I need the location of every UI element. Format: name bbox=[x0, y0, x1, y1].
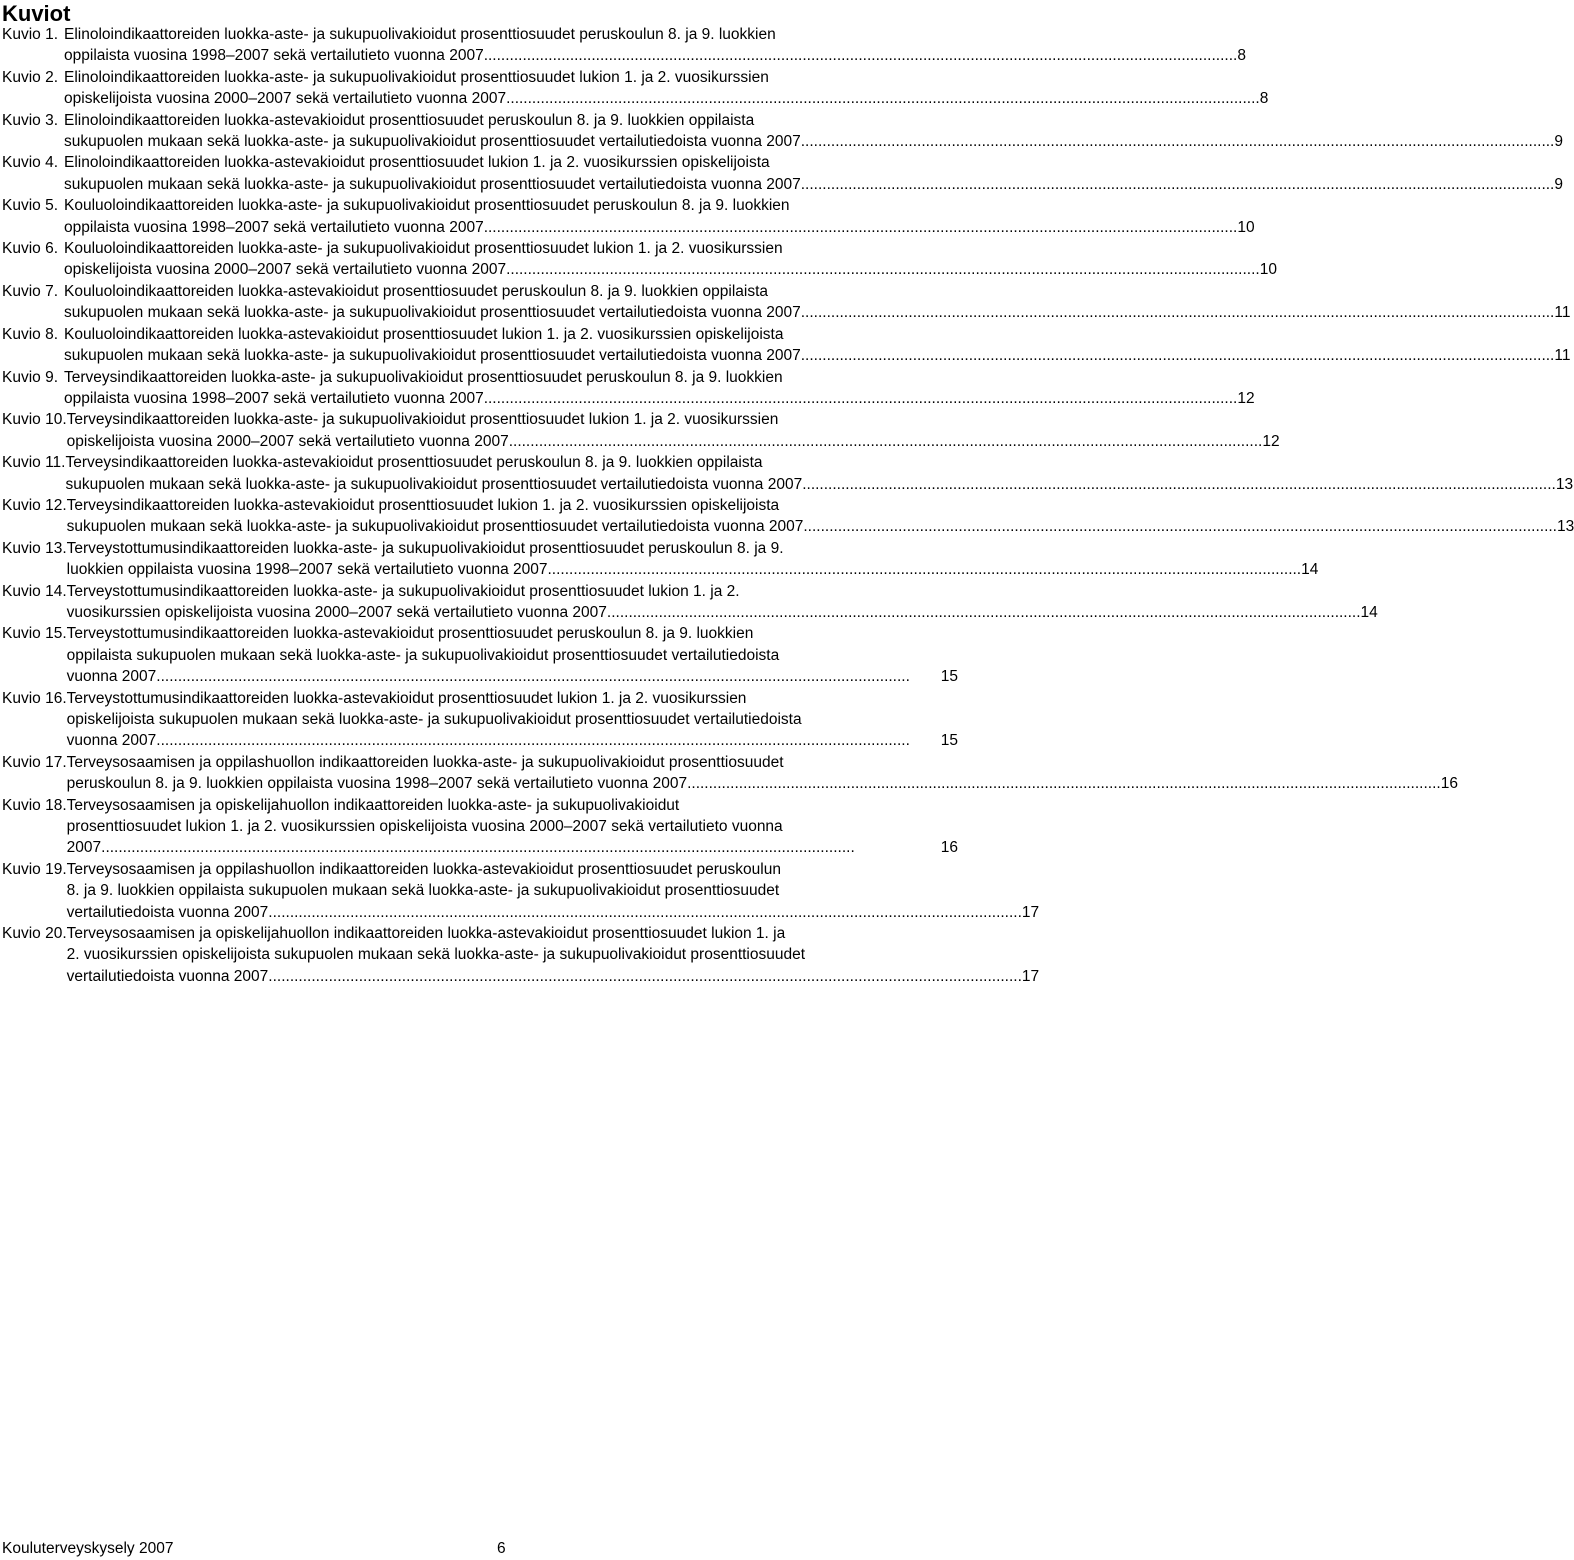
dot-leader bbox=[161, 730, 941, 751]
page-number[interactable]: 9 bbox=[1554, 175, 1563, 193]
figure-caption bbox=[67, 581, 1378, 624]
caption-end: luokkien oppilaista vuosina 1998–2007 sekä vertailutieto vuonna 2007. bbox=[66, 561, 552, 579]
caption-end: sukupuolen mukaan sekä luokka-aste- ja sukupuolivakioidut prosenttiosuudet vertailutiedoista vuonna 2007. bbox=[64, 175, 806, 193]
dot-leader bbox=[805, 131, 1554, 152]
figure-caption bbox=[58, 238, 1277, 281]
caption-end: opiskelijoista vuosina 2000–2007 sekä vertailutieto vuonna 2007. bbox=[64, 261, 511, 279]
figure-entry[interactable] bbox=[2, 452, 1574, 495]
caption-end: vertailutiedoista vuonna 2007. bbox=[66, 903, 273, 921]
caption-end: vuonna 2007. bbox=[66, 668, 161, 686]
caption-line: Terveysosaamisen ja opiskelijahuollon indikaattoreiden luokka-aste- ja sukupuolivakioidut bbox=[66, 796, 680, 814]
caption-end: opiskelijoista vuosina 2000–2007 sekä vertailutieto vuonna 2007. bbox=[66, 432, 514, 450]
figure-entry[interactable] bbox=[2, 752, 1458, 795]
caption-end: vuosikurssien opiskelijoista vuosina 2000–2007 sekä vertailutieto vuonna 2007. bbox=[66, 603, 612, 621]
caption-last-line bbox=[67, 602, 1378, 623]
figure-label: Kuvio 10. bbox=[2, 411, 67, 429]
caption-end: vertailutiedoista vuonna 2007. bbox=[66, 967, 273, 985]
figure-label: Kuvio 18. bbox=[2, 796, 67, 814]
caption-end: oppilaista vuosina 1998–2007 sekä vertailutieto vuonna 2007. bbox=[64, 389, 488, 407]
figure-entry[interactable] bbox=[2, 324, 1571, 367]
figure-entry[interactable] bbox=[2, 152, 1563, 195]
caption-end: oppilaista vuosina 1998–2007 sekä vertailutieto vuonna 2007. bbox=[64, 218, 488, 236]
caption-last-line bbox=[64, 388, 1255, 409]
figure-label: Kuvio 9. bbox=[2, 368, 59, 386]
page-number[interactable]: 10 bbox=[1259, 261, 1277, 279]
dot-leader bbox=[805, 174, 1554, 195]
caption-last-line bbox=[64, 45, 1246, 66]
caption-line: Terveysosaamisen ja oppilashuollon indikaattoreiden luokka-aste- ja sukupuolivakioidut prosenttiosuudet bbox=[66, 753, 784, 771]
figure-entry[interactable] bbox=[2, 923, 1040, 987]
footer-publication: Kouluterveyskysely 2007 bbox=[2, 1540, 174, 1557]
dot-leader bbox=[510, 259, 1259, 280]
dot-leader bbox=[105, 837, 940, 858]
figure-list bbox=[2, 24, 1574, 987]
dot-leader bbox=[273, 966, 1022, 987]
caption-last-line bbox=[64, 259, 1277, 280]
caption-line: 2. vuosikurssien opiskelijoista sukupuolen mukaan sekä luokka-aste- ja sukupuolivakioidut prosenttiosuudet bbox=[66, 946, 806, 964]
page-number[interactable]: 13 bbox=[1557, 518, 1574, 536]
figure-entry[interactable] bbox=[2, 238, 1277, 281]
figure-label: Kuvio 12. bbox=[2, 496, 67, 514]
figure-caption bbox=[58, 152, 1563, 195]
page-number[interactable]: 16 bbox=[940, 839, 958, 857]
figure-caption bbox=[58, 24, 1246, 67]
caption-last-line bbox=[67, 902, 1040, 923]
page-number[interactable]: 13 bbox=[1555, 475, 1574, 493]
figure-caption bbox=[58, 67, 1268, 110]
caption-end: peruskoulun 8. ja 9. luokkien oppilaista vuosina 1998–2007 sekä vertailutieto vuonna 2007. bbox=[66, 775, 692, 793]
figure-caption bbox=[67, 923, 1040, 987]
figure-label: Kuvio 14. bbox=[2, 582, 67, 600]
dot-leader bbox=[552, 559, 1301, 580]
figure-label: Kuvio 3. bbox=[2, 111, 59, 129]
figure-label: Kuvio 17. bbox=[2, 753, 67, 771]
figure-entry[interactable] bbox=[2, 110, 1563, 153]
page-number[interactable]: 8 bbox=[1259, 90, 1269, 108]
figure-entry[interactable] bbox=[2, 538, 1319, 581]
figure-entry[interactable] bbox=[2, 281, 1571, 324]
caption-last-line bbox=[67, 966, 1040, 987]
figure-entry[interactable] bbox=[2, 195, 1255, 238]
figure-label: Kuvio 8. bbox=[2, 325, 59, 343]
page-number[interactable]: 9 bbox=[1554, 133, 1563, 151]
page-number[interactable]: 15 bbox=[940, 668, 958, 686]
caption-last-line bbox=[67, 516, 1574, 537]
page-number[interactable]: 16 bbox=[1440, 775, 1458, 793]
dot-leader bbox=[805, 302, 1554, 323]
page-title: Kuviot bbox=[2, 1, 71, 26]
caption-line: Terveysindikaattoreiden luokka-aste- ja sukupuolivakioidut prosenttiosuudet peruskoulun 8. ja 9. luokkien bbox=[64, 368, 783, 386]
caption-end: sukupuolen mukaan sekä luokka-aste- ja sukupuolivakioidut prosenttiosuudet vertailutiedoista vuonna 2007. bbox=[64, 304, 806, 322]
caption-last-line bbox=[64, 302, 1570, 323]
figure-label: Kuvio 6. bbox=[2, 240, 59, 258]
figure-label: Kuvio 11. bbox=[2, 454, 66, 472]
figure-label: Kuvio 7. bbox=[2, 282, 59, 300]
caption-last-line bbox=[67, 666, 958, 687]
figure-label: Kuvio 1. bbox=[2, 26, 59, 43]
figure-entry[interactable] bbox=[2, 495, 1574, 538]
dot-leader bbox=[488, 388, 1237, 409]
caption-end: sukupuolen mukaan sekä luokka-aste- ja sukupuolivakioidut prosenttiosuudet vertailutiedoista vuonna 2007. bbox=[64, 133, 806, 151]
dot-leader bbox=[161, 666, 941, 687]
caption-line: Kouluoloindikaattoreiden luokka-astevakioidut prosenttiosuudet lukion 1. ja 2. vuosikurssien opiskelijoista bbox=[64, 325, 784, 343]
caption-line: Elinoloindikaattoreiden luokka-aste- ja sukupuolivakioidut prosenttiosuudet lukion 1. ja 2. vuosikurssien bbox=[64, 68, 769, 86]
page-number[interactable]: 17 bbox=[1021, 967, 1040, 985]
figure-caption bbox=[58, 281, 1570, 324]
dot-leader bbox=[513, 431, 1262, 452]
caption-last-line bbox=[67, 559, 1319, 580]
caption-line: opiskelijoista sukupuolen mukaan sekä luokka-aste- ja sukupuolivakioidut prosenttiosuudet vertailutiedoista bbox=[66, 711, 802, 728]
figure-entry[interactable] bbox=[2, 409, 1280, 452]
caption-end: 2007. bbox=[66, 839, 106, 857]
figure-caption bbox=[67, 795, 958, 859]
caption-line: Elinoloindikaattoreiden luokka-astevakioidut prosenttiosuudet lukion 1. ja 2. vuosikurssien opiskelijoista bbox=[64, 154, 770, 172]
caption-line: Terveysosaamisen ja opiskelijahuollon indikaattoreiden luokka-astevakioidut prosenttiosuudet lukion 1. ja bbox=[66, 925, 786, 943]
figure-label: Kuvio 15. bbox=[2, 625, 67, 643]
page-number[interactable]: 11 bbox=[1554, 347, 1571, 365]
figure-label: Kuvio 20. bbox=[2, 925, 67, 943]
figure-entry[interactable] bbox=[2, 795, 958, 859]
figure-caption bbox=[67, 688, 958, 752]
caption-last-line bbox=[64, 131, 1563, 152]
caption-line: prosenttiosuudet lukion 1. ja 2. vuosikurssien opiskelijoista vuosina 2000–2007 sekä vertailutieto vuonna bbox=[66, 818, 783, 836]
dot-leader bbox=[510, 88, 1259, 109]
figure-caption bbox=[67, 495, 1574, 538]
page-number[interactable]: 8 bbox=[1237, 47, 1246, 65]
caption-line: Terveysindikaattoreiden luokka-astevakioidut prosenttiosuudet lukion 1. ja 2. vuosikurssien opiskelijoista bbox=[66, 496, 780, 514]
figure-caption bbox=[58, 367, 1255, 410]
figure-label: Kuvio 2. bbox=[2, 68, 59, 86]
figure-entry[interactable] bbox=[2, 623, 958, 687]
caption-line: Terveystottumusindikaattoreiden luokka-astevakioidut prosenttiosuudet lukion 1. ja 2. vuosikurssien bbox=[66, 689, 747, 707]
caption-line: Kouluoloindikaattoreiden luokka-aste- ja sukupuolivakioidut prosenttiosuudet peruskoulun 8. ja 9. luokkien bbox=[64, 197, 790, 215]
dot-leader bbox=[691, 773, 1440, 794]
page-number[interactable]: 12 bbox=[1237, 389, 1255, 407]
page-number[interactable]: 14 bbox=[1301, 561, 1319, 579]
caption-line: Terveystottumusindikaattoreiden luokka-astevakioidut prosenttiosuudet peruskoulun 8. ja 9. luokkien bbox=[66, 625, 754, 643]
page-number[interactable]: 15 bbox=[940, 732, 958, 750]
caption-last-line bbox=[64, 217, 1255, 238]
page-number[interactable]: 14 bbox=[1360, 603, 1378, 621]
caption-last-line bbox=[67, 431, 1280, 452]
caption-line: oppilaista sukupuolen mukaan sekä luokka-aste- ja sukupuolivakioidut prosenttiosuudet vertailutiedoista bbox=[66, 646, 780, 664]
page-number[interactable]: 11 bbox=[1554, 304, 1571, 322]
figure-label: Kuvio 16. bbox=[2, 689, 67, 707]
caption-end: vuonna 2007. bbox=[66, 732, 161, 750]
caption-last-line bbox=[64, 345, 1570, 366]
figure-caption bbox=[58, 324, 1570, 367]
caption-line: Elinoloindikaattoreiden luokka-astevakioidut prosenttiosuudet peruskoulun 8. ja 9. luokkien oppilaista bbox=[64, 111, 755, 129]
caption-end: sukupuolen mukaan sekä luokka-aste- ja sukupuolivakioidut prosenttiosuudet vertailutiedoista vuonna 2007. bbox=[66, 518, 808, 536]
caption-line: Terveystottumusindikaattoreiden luokka-aste- ja sukupuolivakioidut prosenttiosuudet peruskoulun 8. ja 9. bbox=[66, 539, 784, 557]
caption-end: opiskelijoista vuosina 2000–2007 sekä vertailutieto vuonna 2007. bbox=[64, 90, 511, 108]
caption-line: Terveystottumusindikaattoreiden luokka-aste- ja sukupuolivakioidut prosenttiosuudet lukion 1. ja 2. bbox=[66, 582, 740, 600]
figure-caption bbox=[67, 409, 1280, 452]
caption-last-line bbox=[67, 773, 1458, 794]
figure-caption bbox=[65, 452, 1573, 495]
caption-last-line bbox=[64, 88, 1268, 109]
dot-leader bbox=[611, 602, 1360, 623]
figure-entry[interactable] bbox=[2, 581, 1378, 624]
figure-caption bbox=[67, 859, 1040, 923]
caption-last-line bbox=[67, 837, 958, 858]
figure-label: Kuvio 13. bbox=[2, 539, 67, 557]
page-number[interactable]: 17 bbox=[1021, 903, 1040, 921]
dot-leader bbox=[805, 345, 1554, 366]
caption-last-line bbox=[64, 174, 1563, 195]
caption-line: Terveysosaamisen ja oppilashuollon indikaattoreiden luokka-astevakioidut prosenttiosuudet peruskoulun bbox=[66, 860, 781, 878]
dot-leader bbox=[488, 217, 1237, 238]
figure-entry[interactable] bbox=[2, 367, 1255, 410]
caption-line: Elinoloindikaattoreiden luokka-aste- ja sukupuolivakioidut prosenttiosuudet peruskoulun 8. ja 9. luokkien bbox=[64, 26, 776, 43]
figure-caption bbox=[58, 110, 1563, 153]
figure-caption bbox=[67, 538, 1319, 581]
caption-last-line bbox=[67, 730, 958, 751]
dot-leader bbox=[488, 45, 1237, 66]
figure-caption bbox=[67, 623, 958, 687]
figure-entry[interactable] bbox=[2, 67, 1269, 110]
caption-end: sukupuolen mukaan sekä luokka-aste- ja sukupuolivakioidut prosenttiosuudet vertailutiedoista vuonna 2007. bbox=[64, 347, 806, 365]
dot-leader bbox=[808, 516, 1557, 537]
figure-caption bbox=[67, 752, 1458, 795]
figure-label: Kuvio 4. bbox=[2, 154, 59, 172]
dot-leader bbox=[273, 902, 1022, 923]
figure-entry[interactable] bbox=[2, 688, 958, 752]
figure-label: Kuvio 5. bbox=[2, 197, 59, 215]
caption-end: sukupuolen mukaan sekä luokka-aste- ja sukupuolivakioidut prosenttiosuudet vertailutiedoista vuonna 2007. bbox=[65, 475, 807, 493]
footer-page-number: 6 bbox=[497, 1540, 506, 1557]
page-number[interactable]: 10 bbox=[1237, 218, 1255, 236]
caption-line: Terveysindikaattoreiden luokka-astevakioidut prosenttiosuudet peruskoulun 8. ja 9. luokkien oppilaista bbox=[65, 454, 763, 472]
figure-entry[interactable] bbox=[2, 859, 1040, 923]
figure-entry[interactable] bbox=[2, 24, 1246, 67]
caption-line: 8. ja 9. luokkien oppilaista sukupuolen mukaan sekä luokka-aste- ja sukupuolivakioidut prosenttiosuudet bbox=[66, 882, 780, 900]
figure-label: Kuvio 19. bbox=[2, 860, 67, 878]
figure-caption bbox=[58, 195, 1255, 238]
page-number[interactable]: 12 bbox=[1262, 432, 1280, 450]
caption-line: Terveysindikaattoreiden luokka-aste- ja sukupuolivakioidut prosenttiosuudet lukion 1. ja 2. vuosikurssien bbox=[66, 411, 779, 429]
caption-line: Kouluoloindikaattoreiden luokka-astevakioidut prosenttiosuudet peruskoulun 8. ja 9. luokkien oppilaista bbox=[64, 282, 769, 300]
caption-last-line bbox=[65, 474, 1573, 495]
dot-leader bbox=[807, 474, 1556, 495]
caption-line: Kouluoloindikaattoreiden luokka-aste- ja sukupuolivakioidut prosenttiosuudet lukion 1. ja 2. vuosikurssien bbox=[64, 240, 783, 258]
caption-end: oppilaista vuosina 1998–2007 sekä vertailutieto vuonna 2007. bbox=[64, 47, 488, 65]
